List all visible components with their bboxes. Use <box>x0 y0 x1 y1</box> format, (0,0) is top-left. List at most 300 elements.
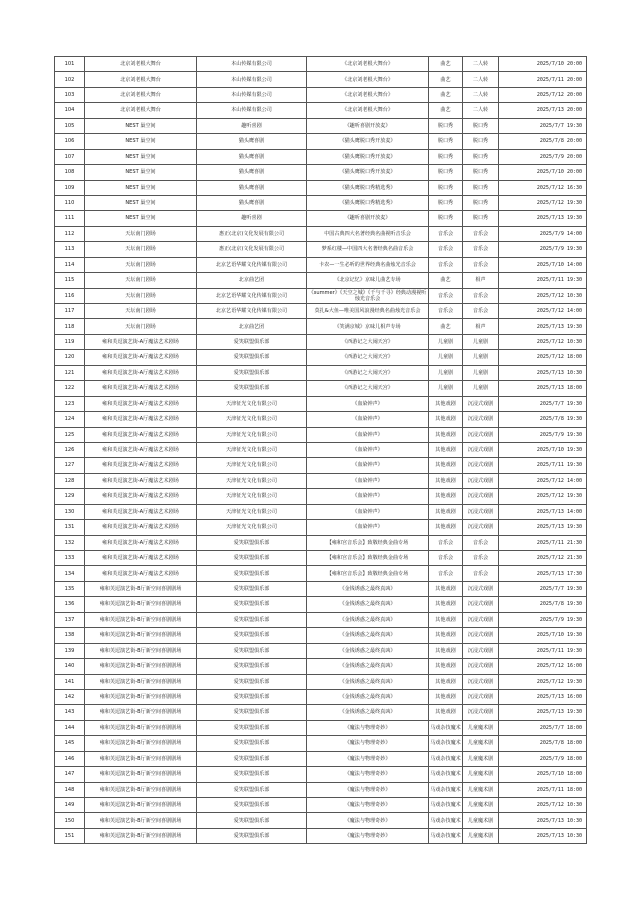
show-datetime-cell: 2025/7/10 14:00 <box>499 257 587 272</box>
show-title-cell: 《金钱诱惑之最终真凶》 <box>307 659 429 674</box>
venue-cell: 雍和芙逗演艺街-A厅魔法艺术剧场 <box>85 535 197 550</box>
category-cell: 音乐会 <box>429 535 463 550</box>
organizer-cell: 爱笑联盟俱乐部 <box>197 767 307 782</box>
show-datetime-cell: 2025/7/11 19:30 <box>499 643 587 658</box>
table-row <box>55 180 587 195</box>
show-datetime-cell: 2025/7/13 14:00 <box>499 504 587 519</box>
show-title-cell: 《西游记之大闹天宫》 <box>307 365 429 380</box>
genre-cell: 沉浸式戏剧 <box>463 597 499 612</box>
venue-cell: 雍和芙逗演艺街-B厅新空间喜剧剧场 <box>85 689 197 704</box>
category-cell: 马戏杂技魔术 <box>429 782 463 797</box>
show-title-cell: 《血染钟声》 <box>307 412 429 427</box>
venue-cell: 雍和芙逗演艺街-A厅魔法艺术剧场 <box>85 396 197 411</box>
organizer-cell: 本山传媒有限公司 <box>197 103 307 118</box>
show-datetime-cell: 2025/7/8 20:00 <box>499 134 587 149</box>
row-number-cell: 134 <box>55 566 85 581</box>
show-title-cell: 《猫头鹰脱口秀开放麦》 <box>307 149 429 164</box>
show-datetime-cell: 2025/7/13 19:30 <box>499 211 587 226</box>
show-datetime-cell: 2025/7/10 19:30 <box>499 442 587 457</box>
table-row <box>55 412 587 427</box>
table-row <box>55 782 587 797</box>
row-number-cell: 142 <box>55 689 85 704</box>
table-row <box>55 689 587 704</box>
venue-cell: 雍和芙逗演艺街-B厅新空间喜剧剧场 <box>85 720 197 735</box>
show-title-cell: 《血染钟声》 <box>307 442 429 457</box>
organizer-cell: 北京艺语华耀文化传媒有限公司 <box>197 304 307 319</box>
show-title-cell: 《北京刘老根大舞台》 <box>307 87 429 102</box>
row-number-cell: 111 <box>55 211 85 226</box>
organizer-cell: 爱笑联盟俱乐部 <box>197 720 307 735</box>
genre-cell: 脱口秀 <box>463 134 499 149</box>
organizer-cell: 爱笑联盟俱乐部 <box>197 566 307 581</box>
venue-cell: 雍和芙逗演艺街-B厅新空间喜剧剧场 <box>85 628 197 643</box>
row-number-cell: 130 <box>55 504 85 519</box>
organizer-cell: 爱笑联盟俱乐部 <box>197 782 307 797</box>
table-row <box>55 767 587 782</box>
genre-cell: 儿童魔术剧 <box>463 798 499 813</box>
category-cell: 音乐会 <box>429 288 463 303</box>
show-datetime-cell: 2025/7/7 19:30 <box>499 581 587 596</box>
show-datetime-cell: 2025/7/13 19:30 <box>499 319 587 334</box>
venue-cell: 雍和芙逗演艺街-A厅魔法艺术剧场 <box>85 520 197 535</box>
genre-cell: 音乐会 <box>463 257 499 272</box>
genre-cell: 儿童魔术剧 <box>463 767 499 782</box>
show-title-cell: 《魔法与物理奇妙》 <box>307 782 429 797</box>
genre-cell: 儿童魔术剧 <box>463 736 499 751</box>
venue-cell: NEST 巢空间 <box>85 195 197 210</box>
organizer-cell: 天津征光文化有限公司 <box>197 396 307 411</box>
organizer-cell: 爱笑联盟俱乐部 <box>197 612 307 627</box>
organizer-cell: 爱笑联盟俱乐部 <box>197 643 307 658</box>
row-number-cell: 137 <box>55 612 85 627</box>
show-datetime-cell: 2025/7/8 19:30 <box>499 412 587 427</box>
venue-cell: NEST 巢空间 <box>85 180 197 195</box>
table-row <box>55 813 587 828</box>
organizer-cell: 爱笑联盟俱乐部 <box>197 597 307 612</box>
genre-cell: 沉浸式戏剧 <box>463 689 499 704</box>
venue-cell: 天坛南门剧场 <box>85 242 197 257</box>
show-title-cell: 《魔法与物理奇妙》 <box>307 828 429 843</box>
show-datetime-cell: 2025/7/11 21:30 <box>499 535 587 550</box>
show-title-cell: 《北京记忆》京味儿曲艺专场 <box>307 273 429 288</box>
show-title-cell: 《血染钟声》 <box>307 504 429 519</box>
table-row <box>55 566 587 581</box>
row-number-cell: 102 <box>55 72 85 87</box>
organizer-cell: 趣听喜剧 <box>197 118 307 133</box>
row-number-cell: 110 <box>55 195 85 210</box>
row-number-cell: 124 <box>55 412 85 427</box>
row-number-cell: 149 <box>55 798 85 813</box>
row-number-cell: 131 <box>55 520 85 535</box>
organizer-cell: 北京艺语华耀文化传媒有限公司 <box>197 288 307 303</box>
category-cell: 马戏杂技魔术 <box>429 798 463 813</box>
table-row <box>55 751 587 766</box>
show-datetime-cell: 2025/7/10 20:00 <box>499 165 587 180</box>
venue-cell: 雍和芙逗演艺街-B厅新空间喜剧剧场 <box>85 798 197 813</box>
table-row <box>55 659 587 674</box>
show-title-cell: 卡农—一生必听的世界经典名曲烛光音乐会 <box>307 257 429 272</box>
category-cell: 曲艺 <box>429 87 463 102</box>
organizer-cell: 爱笑联盟俱乐部 <box>197 705 307 720</box>
show-datetime-cell: 2025/7/9 19:30 <box>499 612 587 627</box>
show-title-cell: 《猫头鹰脱口秀精选秀》 <box>307 195 429 210</box>
row-number-cell: 123 <box>55 396 85 411</box>
row-number-cell: 143 <box>55 705 85 720</box>
category-cell: 其他戏剧 <box>429 520 463 535</box>
table-row <box>55 551 587 566</box>
table-row <box>55 489 587 504</box>
row-number-cell: 104 <box>55 103 85 118</box>
table-row <box>55 674 587 689</box>
show-title-cell: 《魔法与物理奇妙》 <box>307 813 429 828</box>
table-row <box>55 396 587 411</box>
row-number-cell: 126 <box>55 442 85 457</box>
category-cell: 其他戏剧 <box>429 689 463 704</box>
show-title-cell: 《金钱诱惑之最终真凶》 <box>307 705 429 720</box>
genre-cell: 沉浸式戏剧 <box>463 628 499 643</box>
venue-cell: 雍和芙逗演艺街-A厅魔法艺术剧场 <box>85 489 197 504</box>
category-cell: 音乐会 <box>429 551 463 566</box>
venue-cell: 雍和芙逗演艺街-A厅魔法艺术剧场 <box>85 473 197 488</box>
genre-cell: 儿童魔术剧 <box>463 813 499 828</box>
venue-cell: NEST 巢空间 <box>85 134 197 149</box>
show-title-cell: 《魔法与物理奇妙》 <box>307 798 429 813</box>
row-number-cell: 146 <box>55 751 85 766</box>
row-number-cell: 115 <box>55 273 85 288</box>
show-datetime-cell: 2025/7/13 10:30 <box>499 813 587 828</box>
show-datetime-cell: 2025/7/9 19:30 <box>499 242 587 257</box>
row-number-cell: 151 <box>55 828 85 843</box>
category-cell: 马戏杂技魔术 <box>429 736 463 751</box>
genre-cell: 二人转 <box>463 72 499 87</box>
venue-cell: 雍和芙逗演艺街-B厅新空间喜剧剧场 <box>85 612 197 627</box>
genre-cell: 儿童魔术剧 <box>463 751 499 766</box>
genre-cell: 沉浸式戏剧 <box>463 396 499 411</box>
organizer-cell: 天津征光文化有限公司 <box>197 442 307 457</box>
genre-cell: 脱口秀 <box>463 149 499 164</box>
show-datetime-cell: 2025/7/12 16:30 <box>499 180 587 195</box>
category-cell: 其他戏剧 <box>429 674 463 689</box>
organizer-cell: 爱笑联盟俱乐部 <box>197 535 307 550</box>
category-cell: 脱口秀 <box>429 180 463 195</box>
organizer-cell: 天津征光文化有限公司 <box>197 458 307 473</box>
genre-cell: 音乐会 <box>463 242 499 257</box>
genre-cell: 相声 <box>463 319 499 334</box>
category-cell: 儿童剧 <box>429 381 463 396</box>
show-title-cell: 《魔法与物理奇妙》 <box>307 767 429 782</box>
show-datetime-cell: 2025/7/8 18:00 <box>499 736 587 751</box>
show-datetime-cell: 2025/7/11 20:00 <box>499 72 587 87</box>
table-row <box>55 612 587 627</box>
table-row <box>55 257 587 272</box>
organizer-cell: 天津征光文化有限公司 <box>197 489 307 504</box>
organizer-cell: 北京曲艺团 <box>197 273 307 288</box>
show-datetime-cell: 2025/7/12 14:00 <box>499 304 587 319</box>
row-number-cell: 147 <box>55 767 85 782</box>
venue-cell: 雍和芙逗演艺街-B厅新空间喜剧剧场 <box>85 782 197 797</box>
row-number-cell: 116 <box>55 288 85 303</box>
organizer-cell: 天津征光文化有限公司 <box>197 427 307 442</box>
table-row <box>55 149 587 164</box>
venue-cell: 雍和芙逗演艺街-B厅新空间喜剧剧场 <box>85 828 197 843</box>
organizer-cell: 本山传媒有限公司 <box>197 87 307 102</box>
category-cell: 脱口秀 <box>429 149 463 164</box>
show-datetime-cell: 2025/7/13 18:00 <box>499 381 587 396</box>
show-datetime-cell: 2025/7/13 10:30 <box>499 828 587 843</box>
organizer-cell: 北京艺语华耀文化传媒有限公司 <box>197 257 307 272</box>
row-number-cell: 136 <box>55 597 85 612</box>
organizer-cell: 北京曲艺团 <box>197 319 307 334</box>
venue-cell: 雍和芙逗演艺街-B厅新空间喜剧剧场 <box>85 643 197 658</box>
show-datetime-cell: 2025/7/11 18:00 <box>499 782 587 797</box>
venue-cell: 雍和芙逗演艺街-A厅魔法艺术剧场 <box>85 458 197 473</box>
show-datetime-cell: 2025/7/7 18:00 <box>499 720 587 735</box>
venue-cell: 雍和芙逗演艺街-A厅魔法艺术剧场 <box>85 412 197 427</box>
table-row <box>55 134 587 149</box>
row-number-cell: 144 <box>55 720 85 735</box>
genre-cell: 沉浸式戏剧 <box>463 412 499 427</box>
category-cell: 其他戏剧 <box>429 442 463 457</box>
show-datetime-cell: 2025/7/7 19:30 <box>499 118 587 133</box>
category-cell: 儿童剧 <box>429 334 463 349</box>
row-number-cell: 101 <box>55 57 85 72</box>
organizer-cell: 猫头鹰喜剧 <box>197 195 307 210</box>
organizer-cell: 天津征光文化有限公司 <box>197 412 307 427</box>
organizer-cell: 爱笑联盟俱乐部 <box>197 350 307 365</box>
genre-cell: 脱口秀 <box>463 180 499 195</box>
genre-cell: 沉浸式戏剧 <box>463 520 499 535</box>
table-row <box>55 242 587 257</box>
genre-cell: 相声 <box>463 273 499 288</box>
table-row <box>55 520 587 535</box>
show-datetime-cell: 2025/7/13 19:30 <box>499 705 587 720</box>
venue-cell: NEST 巢空间 <box>85 149 197 164</box>
show-datetime-cell: 2025/7/7 19:30 <box>499 396 587 411</box>
show-title-cell: 《金钱诱惑之最终真凶》 <box>307 581 429 596</box>
table-row <box>55 473 587 488</box>
table-row <box>55 319 587 334</box>
genre-cell: 脱口秀 <box>463 211 499 226</box>
show-title-cell: 《北京刘老根大舞台》 <box>307 103 429 118</box>
category-cell: 其他戏剧 <box>429 504 463 519</box>
organizer-cell: 爱笑联盟俱乐部 <box>197 334 307 349</box>
genre-cell: 沉浸式戏剧 <box>463 705 499 720</box>
category-cell: 脱口秀 <box>429 118 463 133</box>
category-cell: 其他戏剧 <box>429 473 463 488</box>
table-row <box>55 103 587 118</box>
category-cell: 其他戏剧 <box>429 458 463 473</box>
genre-cell: 音乐会 <box>463 304 499 319</box>
show-title-cell: 《血染钟声》 <box>307 489 429 504</box>
row-number-cell: 140 <box>55 659 85 674</box>
organizer-cell: 天津征光文化有限公司 <box>197 520 307 535</box>
category-cell: 其他戏剧 <box>429 489 463 504</box>
organizer-cell: 惠正(北京)文化发展有限公司 <box>197 226 307 241</box>
genre-cell: 脱口秀 <box>463 165 499 180</box>
show-title-cell: 《金钱诱惑之最终真凶》 <box>307 628 429 643</box>
venue-cell: NEST 巢空间 <box>85 165 197 180</box>
venue-cell: 雍和芙逗演艺街-B厅新空间喜剧剧场 <box>85 581 197 596</box>
table-row <box>55 458 587 473</box>
category-cell: 其他戏剧 <box>429 581 463 596</box>
genre-cell: 脱口秀 <box>463 118 499 133</box>
show-datetime-cell: 2025/7/13 10:30 <box>499 365 587 380</box>
table-row <box>55 118 587 133</box>
venue-cell: 雍和芙逗演艺街-A厅魔法艺术剧场 <box>85 427 197 442</box>
row-number-cell: 145 <box>55 736 85 751</box>
show-title-cell: 《魔法与物理奇妙》 <box>307 736 429 751</box>
table-row <box>55 828 587 843</box>
show-title-cell: 【雍和宫音乐会】致敬经典金曲专场 <box>307 535 429 550</box>
category-cell: 曲艺 <box>429 72 463 87</box>
table-row <box>55 581 587 596</box>
table-row <box>55 643 587 658</box>
venue-cell: 雍和芙逗演艺街-A厅魔法艺术剧场 <box>85 566 197 581</box>
row-number-cell: 103 <box>55 87 85 102</box>
genre-cell: 儿童魔术剧 <box>463 782 499 797</box>
organizer-cell: 爱笑联盟俱乐部 <box>197 381 307 396</box>
table-row <box>55 211 587 226</box>
table-row <box>55 628 587 643</box>
show-datetime-cell: 2025/7/13 20:00 <box>499 103 587 118</box>
organizer-cell: 本山传媒有限公司 <box>197 57 307 72</box>
show-datetime-cell: 2025/7/12 19:30 <box>499 674 587 689</box>
organizer-cell: 爱笑联盟俱乐部 <box>197 581 307 596</box>
show-title-cell: 《金钱诱惑之最终真凶》 <box>307 597 429 612</box>
table-row <box>55 504 587 519</box>
venue-cell: 北京刘老根大舞台 <box>85 72 197 87</box>
genre-cell: 沉浸式戏剧 <box>463 504 499 519</box>
category-cell: 曲艺 <box>429 57 463 72</box>
organizer-cell: 本山传媒有限公司 <box>197 72 307 87</box>
show-title-cell: 【雍和宫音乐会】致敬经典金曲专场 <box>307 566 429 581</box>
row-number-cell: 117 <box>55 304 85 319</box>
show-title-cell: 《金钱诱惑之最终真凶》 <box>307 689 429 704</box>
row-number-cell: 108 <box>55 165 85 180</box>
show-datetime-cell: 2025/7/10 20:00 <box>499 57 587 72</box>
organizer-cell: 爱笑联盟俱乐部 <box>197 365 307 380</box>
organizer-cell: 猫头鹰喜剧 <box>197 180 307 195</box>
show-title-cell: 《笑满京城》京味儿相声专场 <box>307 319 429 334</box>
show-title-cell: 《血染钟声》 <box>307 427 429 442</box>
genre-cell: 沉浸式戏剧 <box>463 442 499 457</box>
show-datetime-cell: 2025/7/13 16:00 <box>499 689 587 704</box>
show-datetime-cell: 2025/7/10 18:00 <box>499 767 587 782</box>
show-title-cell: 【雍和宫音乐会】致敬经典金曲专场 <box>307 551 429 566</box>
show-title-cell: 《血染钟声》 <box>307 520 429 535</box>
genre-cell: 音乐会 <box>463 551 499 566</box>
category-cell: 马戏杂技魔术 <box>429 828 463 843</box>
category-cell: 脱口秀 <box>429 195 463 210</box>
category-cell: 其他戏剧 <box>429 643 463 658</box>
row-number-cell: 107 <box>55 149 85 164</box>
table-row <box>55 597 587 612</box>
show-title-cell: 《魔法与物理奇妙》 <box>307 751 429 766</box>
venue-cell: 雍和芙逗演艺街-A厅魔法艺术剧场 <box>85 334 197 349</box>
venue-cell: 天坛南门剧场 <box>85 288 197 303</box>
venue-cell: 雍和芙逗演艺街-A厅魔法艺术剧场 <box>85 442 197 457</box>
venue-cell: NEST 巢空间 <box>85 211 197 226</box>
venue-cell: 雍和芙逗演艺街-B厅新空间喜剧剧场 <box>85 659 197 674</box>
show-datetime-cell: 2025/7/11 19:30 <box>499 273 587 288</box>
show-datetime-cell: 2025/7/13 19:30 <box>499 520 587 535</box>
category-cell: 音乐会 <box>429 257 463 272</box>
show-title-cell: 《血染钟声》 <box>307 458 429 473</box>
category-cell: 曲艺 <box>429 319 463 334</box>
category-cell: 音乐会 <box>429 304 463 319</box>
table-row <box>55 273 587 288</box>
table-row <box>55 736 587 751</box>
organizer-cell: 爱笑联盟俱乐部 <box>197 798 307 813</box>
category-cell: 马戏杂技魔术 <box>429 720 463 735</box>
venue-cell: 雍和芙逗演艺街-A厅魔法艺术剧场 <box>85 350 197 365</box>
table-row <box>55 442 587 457</box>
genre-cell: 音乐会 <box>463 535 499 550</box>
category-cell: 其他戏剧 <box>429 705 463 720</box>
show-title-cell: 《金钱诱惑之最终真凶》 <box>307 674 429 689</box>
show-title-cell: 《summer》《天空之城》《千与千寻》经典动漫视听烛光音乐会 <box>307 288 429 303</box>
organizer-cell: 爱笑联盟俱乐部 <box>197 628 307 643</box>
show-datetime-cell: 2025/7/9 18:00 <box>499 751 587 766</box>
row-number-cell: 139 <box>55 643 85 658</box>
category-cell: 音乐会 <box>429 242 463 257</box>
venue-cell: NEST 巢空间 <box>85 118 197 133</box>
genre-cell: 二人转 <box>463 103 499 118</box>
genre-cell: 儿童剧 <box>463 350 499 365</box>
row-number-cell: 127 <box>55 458 85 473</box>
organizer-cell: 趣听喜剧 <box>197 211 307 226</box>
venue-cell: 雍和芙逗演艺街-A厅魔法艺术剧场 <box>85 504 197 519</box>
row-number-cell: 120 <box>55 350 85 365</box>
row-number-cell: 112 <box>55 226 85 241</box>
organizer-cell: 爱笑联盟俱乐部 <box>197 659 307 674</box>
show-title-cell: 《魔法与物理奇妙》 <box>307 720 429 735</box>
show-title-cell: 《北京刘老根大舞台》 <box>307 72 429 87</box>
venue-cell: 雍和芙逗演艺街-B厅新空间喜剧剧场 <box>85 751 197 766</box>
organizer-cell: 爱笑联盟俱乐部 <box>197 551 307 566</box>
show-title-cell: 《猫头鹰脱口秀开放麦》 <box>307 165 429 180</box>
show-datetime-cell: 2025/7/9 19:30 <box>499 427 587 442</box>
table-row <box>55 304 587 319</box>
performance-schedule-sheet <box>54 56 586 844</box>
show-datetime-cell: 2025/7/12 14:00 <box>499 473 587 488</box>
genre-cell: 音乐会 <box>463 226 499 241</box>
category-cell: 其他戏剧 <box>429 628 463 643</box>
venue-cell: 雍和芙逗演艺街-B厅新空间喜剧剧场 <box>85 767 197 782</box>
venue-cell: 雍和芙逗演艺街-A厅魔法艺术剧场 <box>85 365 197 380</box>
organizer-cell: 爱笑联盟俱乐部 <box>197 813 307 828</box>
show-title-cell: 《金钱诱惑之最终真凶》 <box>307 612 429 627</box>
table-row <box>55 350 587 365</box>
genre-cell: 二人转 <box>463 57 499 72</box>
venue-cell: 雍和芙逗演艺街-A厅魔法艺术剧场 <box>85 381 197 396</box>
venue-cell: 天坛南门剧场 <box>85 257 197 272</box>
venue-cell: 雍和芙逗演艺街-B厅新空间喜剧剧场 <box>85 597 197 612</box>
genre-cell: 沉浸式戏剧 <box>463 458 499 473</box>
show-datetime-cell: 2025/7/12 10:30 <box>499 334 587 349</box>
organizer-cell: 天津征光文化有限公司 <box>197 504 307 519</box>
table-row <box>55 72 587 87</box>
row-number-cell: 113 <box>55 242 85 257</box>
row-number-cell: 106 <box>55 134 85 149</box>
category-cell: 其他戏剧 <box>429 396 463 411</box>
show-datetime-cell: 2025/7/12 10:30 <box>499 288 587 303</box>
venue-cell: 天坛南门剧场 <box>85 304 197 319</box>
show-datetime-cell: 2025/7/12 18:00 <box>499 350 587 365</box>
category-cell: 脱口秀 <box>429 134 463 149</box>
genre-cell: 儿童剧 <box>463 365 499 380</box>
organizer-cell: 惠正(北京)文化发展有限公司 <box>197 242 307 257</box>
